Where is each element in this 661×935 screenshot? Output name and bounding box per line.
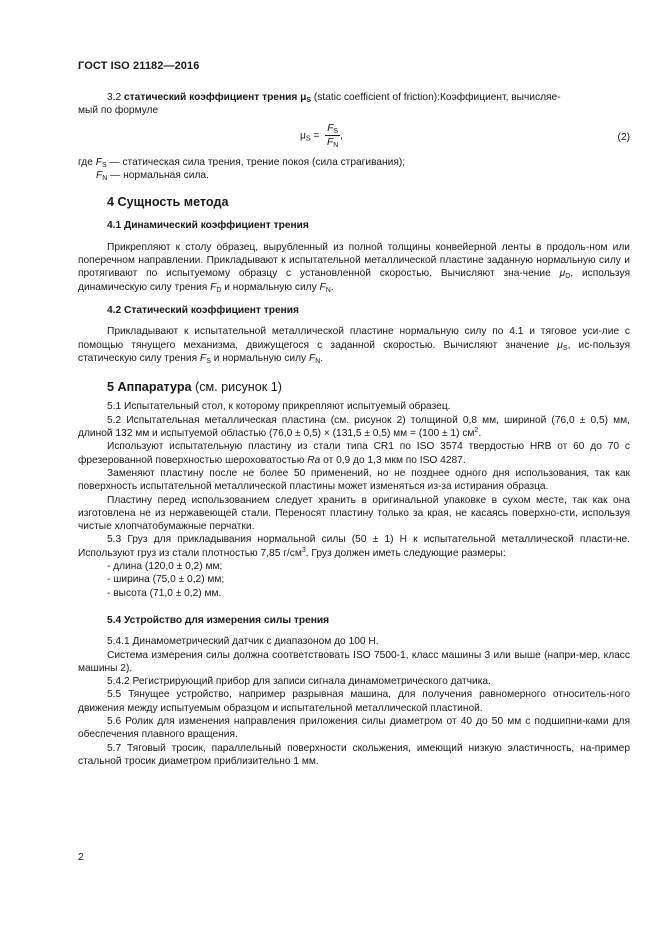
para-5-2-replace: Заменяют пластину после не более 50 применений, но не позднее одного дня использования, так как поверхность испытательной металлической пластины может изменяться из-за истирания образца.: [78, 467, 630, 493]
term-name: статический коэффициент трения: [124, 92, 298, 103]
term-3-2: 3.2 статический коэффициент трения $\mu_S$ (static coefficient of friction):Коэффициент, вычисляе- мый по формуле: [78, 92, 561, 117]
para-5-7: 5.7 Тяговый тросик, параллельный поверхности скольжения, имеющий низкую эластичность, на-пример стальной тросик диаметром приблизительно 1 мм.: [78, 742, 630, 767]
para-5-3: 5.3 Груз для прикладывания нормальной силы (50 ± 1) Н к испытательной металлической пласти-не. Используют груз из стали плотностью 7,85 $г/см^3$. Груз должен иметь следующие размеры:: [78, 534, 630, 559]
para-5-2: 5.2 Испытательная металлическая пластина (см. рисунок 2) толщиной 0,8 мм, шириной (76,0 ± 0,5) мм, длиной 132 мм и испытуемой областью (76,0 ± 0,5) × (131,5 ± 0,5) мм = (100 ± 1) $см^2$.: [78, 414, 630, 440]
term-symbol: $\mu_S$: [300, 92, 312, 104]
para-5-6: 5.6 Ролик для изменения направления приложения силы диаметром от 40 до 50 мм с подшипни-ками для обеспечения плавного вращения.: [78, 715, 630, 741]
section-4-1-text: Прикрепляют к столу образец, вырубленный из полной толщины конвейерной ленты в продоль-ном или поперечном направлении. Прикладывают к испытательной металлической пластине заданную нормальную силу и протягивают по испытуемому образцу с установленной скоростью. Вычисляют зна-чение $\mu_D$, используя динамическую силу трения $F_D$ и нормальную силу $F_N$.: [78, 241, 630, 294]
section-5-4-title: 5.4 Устройство для измерения силы трения: [107, 614, 330, 626]
where-line-2: $F_N$ — нормальная сила.: [96, 169, 209, 182]
page-number: 2: [78, 851, 84, 863]
where-line-1: где $F_S$ — статическая сила трения, трение покоя (сила страгивания);: [78, 156, 406, 169]
para-5-2-storage: Пластину перед использованием следует хранить в оригинальной упаковке в сухом месте, так как она изготовлена не из нержавеющей стали. Переносят пластину только за края, не касаясь поверхно-сти, используя чистые хлопчатобумажные перчатки.: [78, 494, 630, 533]
equation-number: (2): [617, 131, 630, 143]
section-4-2-title: 4.2 Статический коэффициент трения: [107, 304, 299, 316]
para-5-4-2: 5.4.2 Регистрирующий прибор для записи сигнала динамометрического датчика.: [107, 676, 491, 688]
para-5-4-1-system: Система измерения силы должна соответствовать ISO 7500-1, класс машины 3 или выше (напри-мер, класс машины 2).: [78, 649, 630, 674]
section-5-title: 5 Аппаратура (см. рисунок 1): [107, 380, 282, 395]
document-body: [78, 91, 630, 768]
para-5-1: 5.1 Испытательный стол, к которому прикрепляют испытуемый образец.: [107, 401, 451, 413]
document-header: ГОСТ ISO 21182—2016: [78, 60, 200, 72]
dimension-height: - высота (71,0 ± 0,2) мм.: [107, 587, 222, 599]
para-5-4-1: 5.4.1 Динамометрический датчик с диапазоном до 100 Н.: [107, 636, 379, 648]
dimension-width: - ширина (75,0 ± 0,2) мм;: [107, 574, 225, 586]
para-5-5: 5.5 Тянущее устройство, например разрывная машина, для получения равномерного относитель-ного движения между испытуемым образцом и испытательной металлической пластиной.: [78, 689, 630, 714]
fraction: $\frac{F_S}{F_N}$: [326, 122, 339, 149]
section-4-2-text: Прикладывают к испытательной металлической пластине нормальную силу по 4.1 и тяговое уси-лие с помощью тянущего механизма, движущегося с заданной скоростью. Вычисляют значение $\mu_S$, ис-пользуя статическую силу трения $F_S$ и нормальную силу $F_N$.: [78, 326, 630, 365]
formula-2: $\mu_S$ = $\frac{F_S}{F_N}$ , (2): [300, 122, 630, 149]
dimension-length: - длина (120,0 ± 0,2) мм;: [107, 561, 223, 573]
section-4-title: 4 Сущность метода: [107, 195, 229, 210]
para-5-2-steel: Используют испытательную пластину из стали типа CR1 по ISO 3574 твердостью HRB от 60 до 70 с фрезерованной поверхностью шероховатостью Ra от 0,9 до 1,3 мкм по ISO 4287.: [78, 441, 630, 466]
section-4-1-title: 4.1 Динамический коэффициент трения: [107, 220, 309, 232]
